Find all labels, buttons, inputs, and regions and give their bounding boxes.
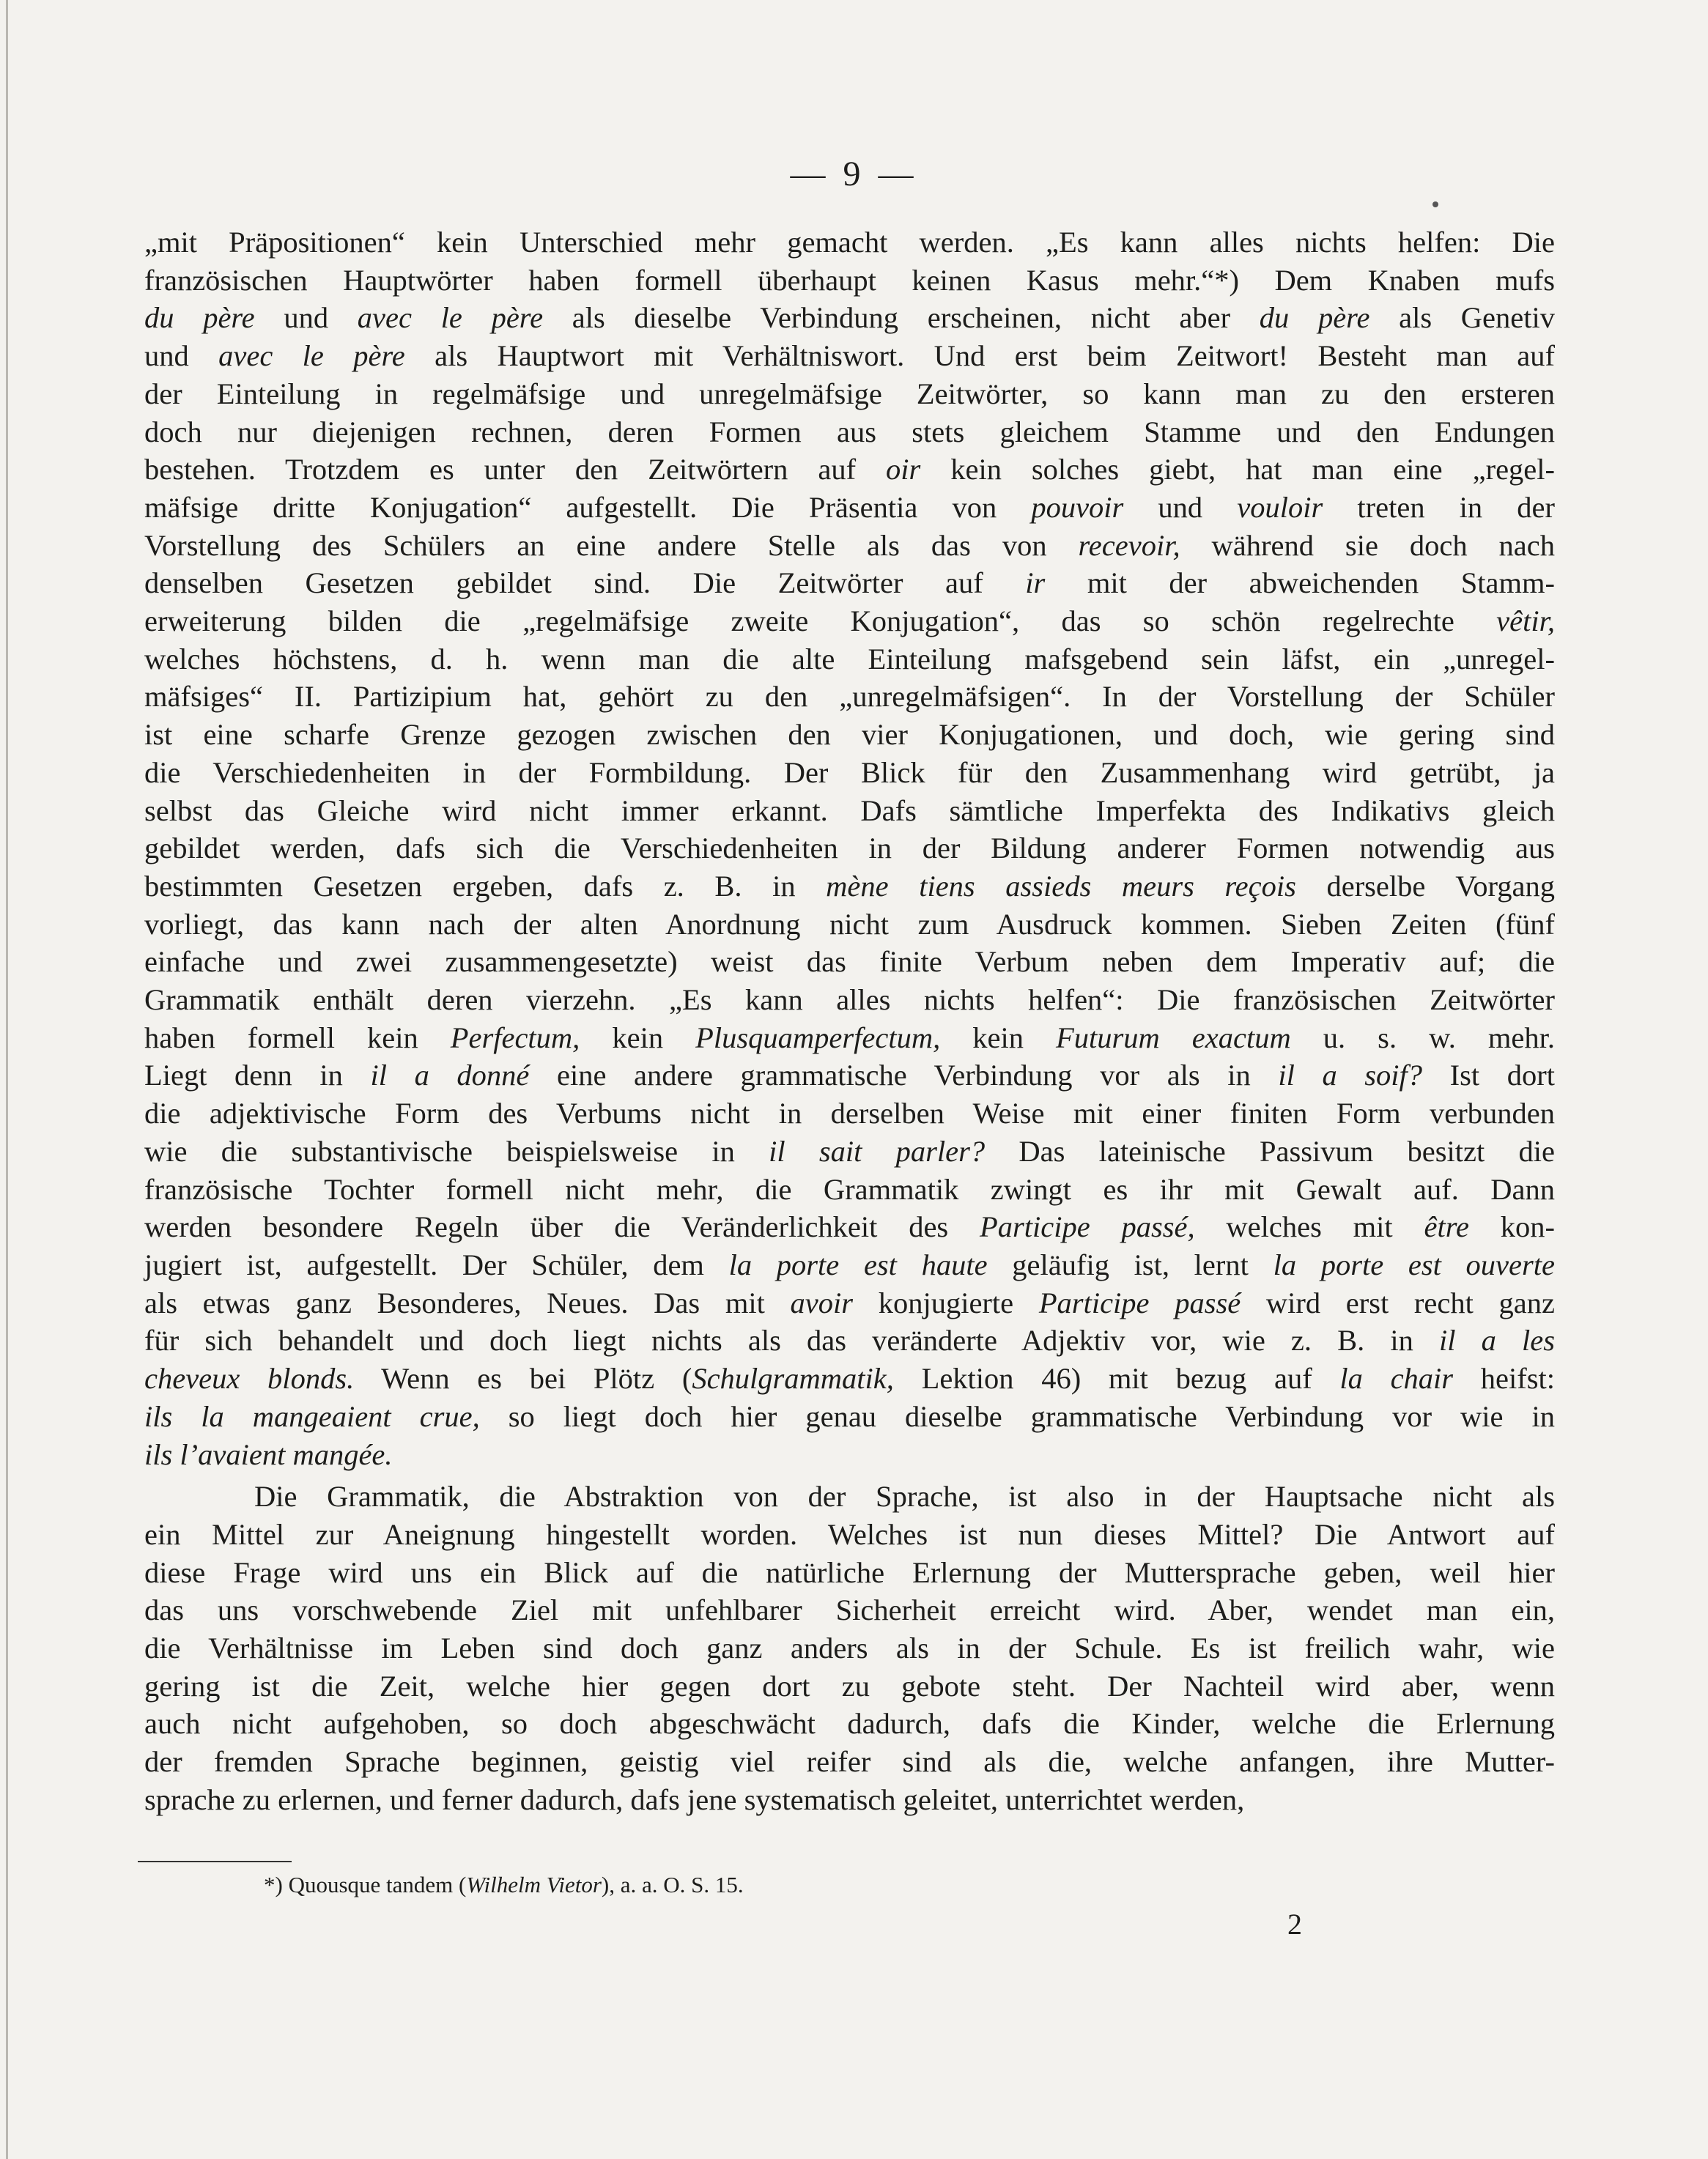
italic-segment: il a donné <box>370 1059 530 1092</box>
text-segment: als Hauptwort mit Verhältniswort. Und erst beim Zeitwort! Besteht man auf <box>404 339 1555 373</box>
text-segment: bestimmten Gesetzen ergeben, dafs z. B. in <box>144 869 827 903</box>
text-segment: als etwas ganz Besonderes, Neues. Das mit <box>144 1286 791 1319</box>
italic-segment: Plusquamperfectum, <box>695 1021 941 1054</box>
text-segment: mit der abweichenden Stamm- <box>1045 566 1556 600</box>
text-segment: ist eine scharfe Grenze gezogen zwischen den vier Konjugationen, und doch, wie gering sind <box>144 718 1555 752</box>
text-line <box>144 413 1555 451</box>
text-line <box>144 1478 1555 1516</box>
italic-segment: avec le père <box>357 301 544 335</box>
text-segment: gebildet werden, dafs sich die Verschiedenheiten in der Bildung anderer Formen notwendig aus <box>144 832 1555 865</box>
text-line <box>144 1322 1555 1360</box>
text-segment: Die Grammatik, die Abstraktion von der Sprache, ist also in der Hauptsache nicht als <box>254 1480 1555 1514</box>
italic-segment: du père <box>1259 301 1370 335</box>
text-segment: ein Mittel zur Aneignung hingestellt worden. Welches ist nun dieses Mittel? Die Antwort auf <box>144 1517 1555 1551</box>
footnote <box>264 1870 744 1900</box>
binding-edge <box>6 0 8 2159</box>
text-segment: gering ist die Zeit, welche hier gegen dort zu gebote steht. Der Nachteil wird aber, wenn <box>144 1669 1555 1703</box>
italic-segment: Participe passé, <box>979 1210 1195 1244</box>
text-segment: Das lateinische Passivum besitzt die <box>985 1134 1555 1168</box>
text-segment: französische Tochter formell nicht mehr, die Grammatik zwingt es ihr mit Gewalt auf. Dann <box>144 1172 1555 1206</box>
text-segment: so liegt doch hier genau dieselbe grammatische Verbindung vor wie in <box>479 1399 1556 1433</box>
text-segment: haben formell kein <box>144 1021 451 1054</box>
italic-segment: avec le père <box>218 339 405 373</box>
text-line <box>144 262 1555 300</box>
text-line <box>144 1246 1555 1284</box>
text-line <box>144 754 1555 792</box>
text-segment: sprache zu erlernen, und ferner dadurch, dafs jene systematisch geleitet, unterrichtet werden, <box>144 1782 1245 1816</box>
text-segment: wird erst recht ganz <box>1241 1286 1555 1319</box>
text-segment: kein <box>580 1021 696 1054</box>
signature-mark: 2 <box>1287 1908 1302 1941</box>
text-segment: wie die substantivische beispielsweise in <box>144 1134 769 1168</box>
italic-segment: Participe passé <box>1038 1286 1241 1319</box>
text-segment: werden besondere Regeln über die Veränderlichkeit des <box>144 1210 980 1244</box>
italic-segment: ils l’avaient mangée. <box>144 1437 393 1471</box>
text-line <box>144 1705 1555 1743</box>
footnote-author: Wilhelm Vietor <box>466 1872 602 1897</box>
body-text <box>144 223 1555 1819</box>
print-speck <box>1432 201 1438 207</box>
text-line <box>144 1019 1555 1057</box>
text-segment: Ist dort <box>1422 1059 1555 1092</box>
text-segment: mäfsiges“ II. Partizipium hat, gehört zu den „unregelmäfsigen“. In der Vorstellung der Schüler <box>144 680 1555 714</box>
text-segment: einfache und zwei zusammengesetzte) weist das finite Verbum neben dem Imperativ auf; die <box>144 945 1555 979</box>
italic-segment: ir <box>1025 566 1046 600</box>
text-line <box>144 1133 1555 1171</box>
text-line <box>144 906 1555 944</box>
text-segment: der fremden Sprache beginnen, geistig viel reifer sind als die, welche anfangen, ihre Mutter- <box>144 1745 1555 1779</box>
text-line <box>144 1056 1555 1095</box>
italic-segment: Futurum exactum <box>1056 1021 1291 1054</box>
text-segment: bestehen. Trotzdem es unter den Zeitwörtern auf <box>144 453 887 486</box>
italic-segment: vouloir <box>1237 490 1323 524</box>
italic-segment: la porte est haute <box>728 1248 988 1281</box>
text-segment: als Genetiv <box>1369 301 1555 335</box>
italic-segment: oir <box>886 453 921 486</box>
text-segment: und <box>254 301 358 335</box>
text-segment: die Verschiedenheiten in der Formbildung. Der Blick für den Zusammenhang wird getrübt, ja <box>144 755 1555 789</box>
text-segment: jugiert ist, aufgestellt. Der Schüler, dem <box>144 1248 729 1281</box>
text-segment: geläufig ist, lernt <box>987 1248 1273 1281</box>
text-segment: vorliegt, das kann nach der alten Anordnung nicht zum Ausdruck kommen. Sieben Zeiten (fünf <box>144 907 1555 941</box>
italic-segment: vêtir, <box>1496 604 1555 638</box>
italic-segment: il a les <box>1439 1324 1555 1358</box>
text-segment: selbst das Gleiche wird nicht immer erkannt. Dafs sämtliche Imperfekta des Indikativs gleich <box>144 793 1555 827</box>
text-line <box>144 1629 1555 1667</box>
text-line <box>144 678 1555 716</box>
paragraph-grammatik <box>144 1478 1555 1818</box>
text-segment: konjugierte <box>853 1286 1039 1319</box>
text-segment: das uns vorschwebende Ziel mit unfehlbarer Sicherheit erreicht wird. Aber, wendet man ein, <box>144 1593 1555 1627</box>
italic-segment: il sait parler? <box>769 1134 986 1168</box>
text-segment: die adjektivische Form des Verbums nicht in derselben Weise mit einer finiten Form verbunden <box>144 1097 1555 1130</box>
text-line <box>144 867 1555 906</box>
text-segment: denselben Gesetzen gebildet sind. Die Zeitwörter auf <box>144 566 1026 600</box>
text-line <box>144 1436 1555 1474</box>
text-line <box>144 375 1555 413</box>
text-segment: eine andere grammatische Verbindung vor als in <box>529 1059 1279 1092</box>
text-line <box>144 451 1555 489</box>
page-number: — 9 — <box>790 155 918 193</box>
italic-segment: être <box>1424 1210 1469 1244</box>
text-line <box>144 1284 1555 1322</box>
text-segment: welches mit <box>1194 1210 1424 1244</box>
text-segment: u. s. w. mehr. <box>1290 1021 1555 1054</box>
text-line <box>144 1398 1555 1436</box>
italic-segment: avoir <box>790 1286 854 1319</box>
text-segment: für sich behandelt und doch liegt nichts als das veränderte Adjektiv vor, wie z. B. in <box>144 1324 1440 1358</box>
text-line <box>144 1516 1555 1554</box>
text-segment: treten in der <box>1323 490 1555 524</box>
text-line <box>144 1743 1555 1781</box>
text-line <box>144 564 1555 602</box>
text-segment: heifst: <box>1453 1362 1555 1396</box>
italic-segment: la porte est ouverte <box>1273 1248 1555 1281</box>
text-segment: auch nicht aufgehoben, so doch abgeschwächt dadurch, dafs die Kinder, welche die Erlernung <box>144 1707 1555 1741</box>
text-segment: Liegt denn in <box>144 1059 371 1092</box>
text-line <box>144 337 1555 375</box>
text-line <box>144 299 1555 337</box>
italic-segment: ils la mangeaient crue, <box>144 1399 480 1433</box>
text-line <box>144 1667 1555 1706</box>
text-line <box>144 1095 1555 1133</box>
text-line <box>144 1781 1555 1819</box>
text-segment: Lektion 46) mit bezug auf <box>893 1362 1340 1396</box>
footnote-marker: *) Quousque tandem ( <box>264 1872 467 1897</box>
text-line <box>144 1208 1555 1246</box>
text-segment: die Verhältnisse im Leben sind doch ganz anders als in der Schule. Es ist freilich wahr, wie <box>144 1632 1555 1665</box>
text-segment: kon- <box>1468 1210 1555 1244</box>
text-segment: französischen Hauptwörter haben formell überhaupt keinen Kasus mehr.“*) Dem Knaben mufs <box>144 263 1555 297</box>
text-segment: kein solches giebt, hat man eine „regel- <box>920 453 1556 486</box>
text-line <box>144 489 1555 527</box>
text-segment: kein <box>940 1021 1057 1054</box>
text-segment: welches höchstens, d. h. wenn man die alte Einteilung mafsgebend sein läfst, ein „unregel- <box>144 642 1555 675</box>
italic-segment: Perfectum, <box>450 1021 580 1054</box>
text-segment: diese Frage wird uns ein Blick auf die natürliche Erlernung der Muttersprache geben, weil hier <box>144 1555 1555 1589</box>
text-line <box>144 1591 1555 1629</box>
text-segment: erweiterung bilden die „regelmäfsige zweite Konjugation“, das so schön regelrechte <box>144 604 1497 638</box>
text-segment: doch nur diejenigen rechnen, deren Formen aus stets gleichem Stamme und den Endungen <box>144 415 1555 448</box>
text-line <box>144 829 1555 867</box>
footnote-reference: ), a. a. O. S. 15. <box>601 1872 744 1897</box>
text-segment: „mit Präpositionen“ kein Unterschied mehr gemacht werden. „Es kann alles nichts helfen: Die <box>144 226 1555 259</box>
text-segment: derselbe Vorgang <box>1295 869 1555 903</box>
text-line <box>144 1360 1555 1398</box>
text-line <box>144 640 1555 678</box>
text-segment: mäfsige dritte Konjugation“ aufgestellt. Die Präsentia von <box>144 490 1032 524</box>
text-line <box>144 602 1555 640</box>
text-segment: und <box>1123 490 1238 524</box>
footnote-rule <box>138 1861 292 1862</box>
italic-segment: mène tiens assieds meurs reçois <box>826 869 1296 903</box>
text-line <box>144 223 1555 262</box>
paragraph-continued <box>144 223 1555 1473</box>
italic-segment: cheveux blonds. <box>144 1362 355 1396</box>
text-line <box>144 527 1555 565</box>
text-segment: Vorstellung des Schülers an eine andere Stelle als das von <box>144 528 1079 562</box>
italic-segment: recevoir, <box>1078 528 1180 562</box>
text-segment: der Einteilung in regelmäfsige und unregelmäfsige Zeitwörter, so kann man zu den ersteren <box>144 377 1555 410</box>
text-segment: während sie doch nach <box>1180 528 1555 562</box>
italic-segment: du père <box>144 301 255 335</box>
text-segment: Wenn es bei Plötz ( <box>354 1362 692 1396</box>
italic-segment: pouvoir <box>1031 490 1124 524</box>
text-line <box>144 1171 1555 1209</box>
italic-segment: Schulgrammatik, <box>692 1362 894 1396</box>
text-segment: als dieselbe Verbindung erscheinen, nicht aber <box>543 301 1260 335</box>
italic-segment: la chair <box>1339 1362 1454 1396</box>
text-line <box>144 943 1555 981</box>
text-line <box>144 981 1555 1019</box>
italic-segment: il a soif? <box>1278 1059 1423 1092</box>
text-line <box>144 792 1555 830</box>
text-line <box>144 1554 1555 1592</box>
text-line <box>144 716 1555 754</box>
text-segment: und <box>144 339 219 373</box>
text-segment: Grammatik enthält deren vierzehn. „Es kann alles nichts helfen“: Die französischen Zeitwörter <box>144 983 1555 1017</box>
